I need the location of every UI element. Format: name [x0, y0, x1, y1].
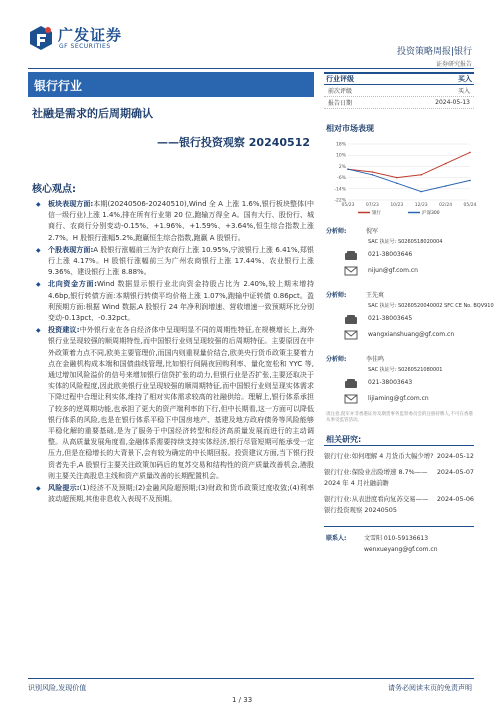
analyst-label: 分析师: — [326, 356, 347, 363]
logo-text-en: GF SECURITIES — [59, 43, 111, 50]
point-text: 本期(20240506-20240510),Wind 全 A 上涨 1.6%,银行板块整体(中信一级行业)上涨 1.4%,排在所有行业第 20 位,跑输万得全 A。国有大行、股份行、城商行、农商行分别变动-0.15%、+1.96%、+1.59%、+3.64%,恒生综合指数上涨 2.7%。H 股银行涨幅5.2%,跑赢恒生综合指数,跑赢 A 股银行。 — [48, 200, 314, 242]
report-header — [0, 0, 500, 80]
point-label: 个股表现方面: — [48, 245, 94, 254]
report-title: 社融是需求的后周期确认 — [32, 107, 153, 120]
rating-label: 行业评级 — [326, 75, 354, 83]
analyst-phone: 021-38003643 — [368, 379, 413, 386]
analyst-name: 李佳鸣 — [366, 356, 385, 363]
chart-data-point — [420, 191, 422, 193]
contact-block — [324, 526, 474, 566]
contact-label: 联系人: — [326, 535, 347, 542]
contact-email[interactable]: wenxueyang@gf.com.cn — [364, 546, 438, 553]
phone-icon — [344, 379, 358, 389]
key-views-list — [28, 199, 314, 505]
report-date-row — [324, 97, 474, 109]
chart-y-tick-label: -6% — [337, 176, 346, 182]
related-research-text: 银行行业:保险业出险增速 8.7%——2024 年 4 月社融前瞻 — [324, 468, 428, 487]
related-research-date: 2024-05-07 — [436, 468, 474, 476]
related-research-text: 银行行业:从表进度看向复苏交易——银行投资观察 20240505 — [324, 495, 429, 514]
related-research-item[interactable] — [324, 494, 474, 516]
email-icon — [344, 330, 358, 340]
performance-chart — [324, 140, 477, 218]
point-text: (1)经济不及预期;(2)金融风险超预期;(3)财政和货币政策过度收敛;(4)利率波动超预期,其他非息收入表现不及预期。 — [48, 484, 314, 504]
key-views-heading: 核心观点: — [32, 184, 76, 195]
chart-x-tick-label: 12/23 — [414, 203, 428, 208]
related-research-heading: 相关研究: — [324, 434, 474, 446]
chart-data-point — [469, 152, 471, 154]
analyst-email[interactable]: wangxianshuang@gf.com.cn — [368, 331, 455, 338]
rating-value: 买入 — [458, 75, 472, 83]
chart-data-point — [469, 180, 471, 182]
chart-y-tick-label: 2% — [338, 164, 346, 170]
gf-logo-icon — [28, 24, 54, 52]
point-label: 板块表现方面: — [48, 200, 94, 208]
previous-rating-label: 前次评级 — [328, 88, 353, 95]
chart-x-tick-label: 07/23 — [365, 203, 379, 208]
email-icon — [344, 266, 358, 276]
logo-text-cn: 广发证券 — [58, 26, 123, 44]
company-logo — [28, 22, 138, 58]
analyst-sac: SAC 执证号: S0260518020004 — [368, 239, 443, 245]
chart-data-point — [445, 185, 447, 187]
contact-name: 文雪阳 010-59136613 — [364, 535, 429, 542]
chart-y-tick-label: -22% — [334, 198, 346, 204]
chart-data-point — [372, 171, 374, 173]
analyst-card — [324, 226, 474, 282]
report-category: 证券研究报告 — [435, 61, 472, 68]
performance-chart-title: 相对市场表现 — [326, 124, 374, 133]
main-column — [28, 72, 314, 506]
point-text: 中外银行业在各自经济体中呈现明显不同的周期性特征,在规模增长上,海外银行业呈现较强的顺周期特性,而中国银行业则呈现较强的后周期特征。主要原因在中外政策着力点不同,欧美主要管理价,而国内则重视量价结合,欧美央行货币政策主要着力点在金融机构成本端和国债曲线管理,比如银行间隔夜回购利率、量化宽松和 YYC 等,通过增加风险溢价的信号来增加银行信贷扩张的动力,但银行业是否扩张,主要还取决于实体的风险程度,因此欧美银行业呈现较强的顺周期特征,而中国银行业则呈现实体需求下降过程中合理让利实体,维持了相对实体需求较高的社融供给。理解上,银行体系承担了较多的逆周期功能,也承担了更大的资产端利率的下行,但中长期看,这一方面可以降低银行体系的风险,也是在银行体系平稳下中国房地产、基建及地方政府债务等风险能够平稳化解的重要基础,是为了服务于中国经济转型和经济高质量发展而进行的主动调整。从高质量发展角度看,金融体系需要持续支持实体经济,银行尽管短期可能承受一定压力,但是在稳增长的大背景下,会有较为确定的中长期回报。投资建议方面,当下银行投资者先手,A 股银行主要关注政策加码后的复苏交易和结构性的资产质量改善机会,港股则主要关注高股息主线和资产质量改善的长期配置机会。 — [48, 326, 314, 480]
rating-header — [324, 72, 474, 85]
chart-data-point — [347, 168, 349, 170]
chart-x-tick-label: 10/23 — [390, 203, 404, 208]
chart-y-tick-label: 10% — [335, 153, 346, 159]
analyst-label: 分析师: — [326, 228, 347, 235]
point-text: Wind 数据显示银行业北向资金持股占比为 2.40%,较上期末增持 4.6bp,银行转债方面:本期银行转债平均价格上涨 1.07%,跑输中证转债 0.86pct。盈利预期方面:根据 Wind 数据,A 股银行 24 年净利润增速、营收增速一致预期环比分别变动-0.13pct、-0.32pct。 — [48, 280, 314, 323]
point-label: 投资建议: — [48, 326, 80, 335]
related-research-date: 2024-05-12 — [436, 452, 474, 460]
report-date-value: 2024-05-13 — [435, 99, 470, 106]
chart-y-tick-label: -14% — [334, 187, 346, 193]
chart-x-tick-label: 02/24 — [439, 203, 453, 208]
chart-series-line — [348, 169, 470, 191]
point-label: 北向资金方面: — [48, 280, 97, 289]
performance-chart-svg — [324, 140, 477, 218]
list-item — [28, 279, 314, 324]
footer-disclaimer: 请务必阅读末页的免责声明 — [388, 684, 472, 692]
list-item — [28, 245, 314, 279]
analyst-email[interactable]: nijun@gf.com.cn — [368, 267, 418, 274]
analyst-phone: 021-38003646 — [368, 251, 413, 258]
analyst-phone: 021-38003645 — [368, 315, 413, 322]
related-research-item[interactable] — [324, 467, 474, 489]
chart-y-tick-label: 18% — [335, 142, 346, 148]
phone-icon — [344, 315, 358, 325]
report-type: 投资策略周报|银行 — [396, 47, 472, 57]
analyst-name: 王先爽 — [366, 292, 385, 299]
list-item — [28, 199, 314, 244]
email-icon — [344, 394, 358, 404]
chart-data-point — [445, 163, 447, 165]
chart-data-point — [396, 177, 398, 179]
point-text: A 股银行涨幅前三为沪农商行上涨 10.95%,宁波银行上涨 6.41%,郑银行上涨 4.17%。H 股银行涨幅前三为广州农商银行上涨 17.44%、农业银行上涨 9.36%、建设银行上涨 8.88%。 — [48, 245, 314, 277]
footer-slogan: 识别风险,发现价值 — [28, 684, 87, 692]
analyst-sac: SAC 执证号: S0260521080001 — [368, 367, 443, 373]
analyst-card — [324, 354, 474, 410]
related-research-date: 2024-05-06 — [436, 495, 474, 503]
footer-divider — [28, 678, 474, 679]
analyst-email[interactable]: lijiaming@gf.com.cn — [368, 395, 429, 402]
industry-banner: 银行行业 — [28, 72, 314, 97]
chart-data-point — [372, 174, 374, 176]
chart-data-point — [396, 182, 398, 184]
chart-data-point — [420, 174, 422, 176]
chart-x-tick-label: 05/23 — [341, 203, 355, 208]
header-divider — [28, 68, 474, 69]
chart-legend-label: 银行 — [372, 211, 381, 216]
previous-rating-row — [324, 85, 474, 97]
phone-icon — [344, 251, 358, 261]
report-subtitle: ——银行投资观察 20240512 — [156, 136, 310, 149]
related-research-text: 银行行业:如何理解 4 月货币大幅少增? — [324, 452, 434, 460]
analyst-name: 倪军 — [366, 228, 379, 235]
related-research-item[interactable] — [324, 451, 474, 462]
chart-legend-label: 沪深300 — [422, 211, 440, 216]
report-date-label: 报告日期 — [328, 100, 353, 107]
analyst-label: 分析师: — [326, 292, 347, 299]
chart-x-tick-label: 05/24 — [463, 203, 477, 208]
analyst-sac: SAC 执证号: S0260520040002 SFC CE No. BQV910 — [368, 303, 494, 309]
list-item — [28, 483, 314, 505]
list-item — [28, 325, 314, 482]
previous-rating-value: 买入 — [457, 88, 470, 95]
analyst-note: 请注意,倪军并非香港证券及期货事务监察委员会的注册持牌人,不可在香港从事受监管活动。 — [326, 412, 473, 423]
page-number: 1 / 33 — [232, 696, 253, 704]
analyst-card — [324, 290, 494, 346]
side-column — [324, 72, 494, 566]
point-label: 风险提示: — [48, 484, 80, 493]
